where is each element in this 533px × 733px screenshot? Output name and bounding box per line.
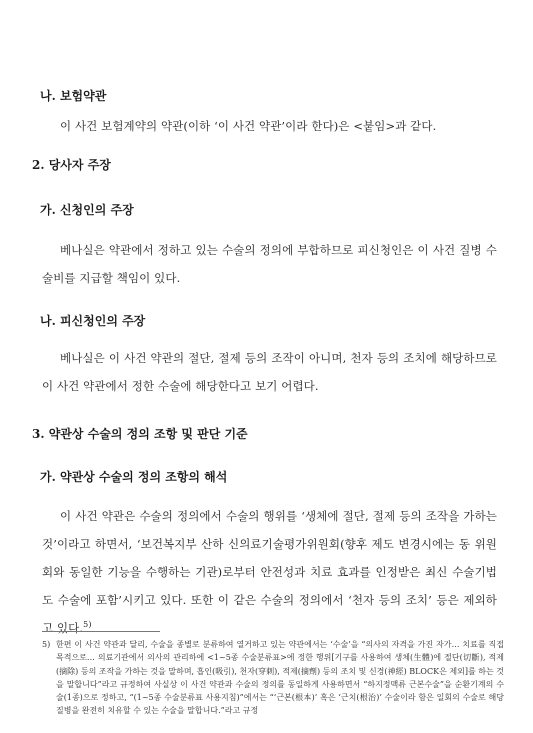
paragraph-applicant-claim: 베나실은 약관에서 정하고 있는 수술의 정의에 부합하므로 피신청인은 이 사건 질병 수술비를 지급할 책임이 있다. xyxy=(42,243,497,285)
paragraph-respondent-claim: 베나실은 이 사건 약관의 절단, 절제 등의 조작이 아니며, 천자 등의 조치에 해당하므로 이 사건 약관에서 정한 수술에 해당한다고 보기 어렵다. xyxy=(42,351,497,393)
footnote-divider xyxy=(42,631,160,632)
heading-applicant-claim: 가. 신청인의 주장 xyxy=(40,203,134,217)
heading-definition-interpretation: 가. 약관상 수술의 정의 조항의 해석 xyxy=(40,470,228,484)
footnote xyxy=(42,638,504,718)
heading-respondent-claim: 나. 피신청인의 주장 xyxy=(40,314,146,328)
footnote-reference[interactable]: 5) xyxy=(83,620,92,630)
heading-surgery-definition: 3. 약관상 수술의 정의 조항 및 판단 기준 xyxy=(32,427,248,441)
paragraph-insurance-terms: 이 사건 보험계약의 약관(이하 ‘이 사건 약관’이라 한다)은 <붙임>과 같다. xyxy=(60,119,437,133)
footnote-number: 5) xyxy=(42,640,51,649)
heading-insurance-terms: 나. 보험약관 xyxy=(40,89,107,103)
heading-party-claims: 2. 당사자 주장 xyxy=(32,158,111,172)
footnote-text: 한편 이 사건 약관과 달리, 수술을 종별로 분류하여 열거하고 있는 약관에서는 ‘수술’을 “의사의 자격을 가진 자가… 치료를 직접목적으로… 의료기관에서 의사의 관리하에 <1~5종 수술분류표>에 정한 행위[기구를 사용하여 생체(生體)에 절단(切斷), 적제(摘除) 등의 조작을 가하는 것을 말하며, 흡인(吸引), 천자(穿刺), 적제(摘劑) 등의 조치 및 신경(神經) BLOCK은 제외]를 하는 것을 말합니다”라고 규정하여 사실상 이 사건 약관과 수술의 정의를 동일하게 사용하면서 “하지정맥류 근본수술”을 순환기계의 수술(1종)으로 정하고, “(1~5종 수술분류표 사용지침)”에서는 “‘근본(根本)’ 혹은 ‘근치(根治)’ 수술이라 함은 일회의 수술로 해당 질병을 완전히 치유할 수 있는 수술을 말합니다.”라고 규정 xyxy=(56,640,504,716)
paragraph-text: 이 사건 약관은 수술의 정의에서 수술의 행위를 ‘생체에 절단, 절제 등의 조작을 가하는 것’이라고 하면서, ‘보건복지부 산하 신의료기술평가위원회(향후 제도 변경시에는 동 위원회와 동일한 기능을 수행하는 기관)로부터 안전성과 치료 효과를 인정받은 최신 수술기법도 수술에 포함’시키고 있다. 또한 이 같은 수술의 정의에서 ‘천자 등의 조치’ 등은 제외하고 있다. xyxy=(42,509,497,635)
paragraph-definition-interpretation xyxy=(42,502,497,642)
